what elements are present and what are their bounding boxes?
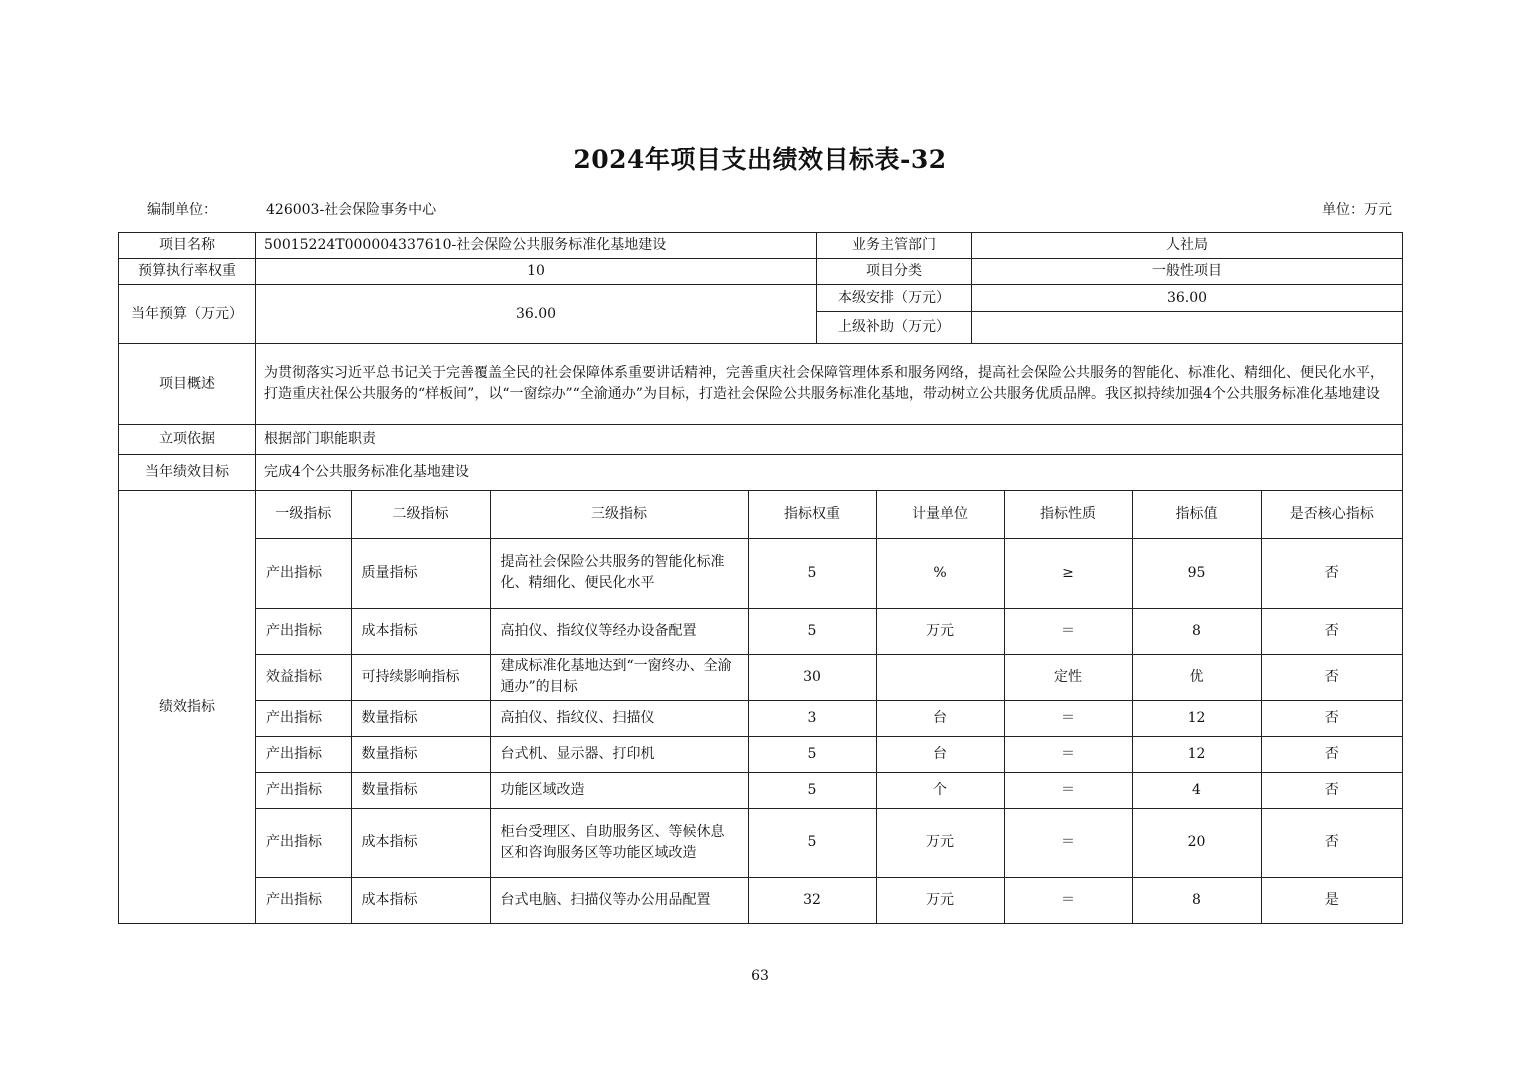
cell-value: 8 xyxy=(1132,608,1261,654)
compiling-unit-value: 426003-社会保险事务中心 xyxy=(266,202,437,218)
cell-level1: 产出指标 xyxy=(256,700,351,736)
indicator-row xyxy=(256,538,1402,608)
cell-core: 否 xyxy=(1261,736,1402,772)
cell-level3: 高拍仪、指纹仪等经办设备配置 xyxy=(490,608,748,654)
cell-level3: 提高社会保险公共服务的智能化标准化、精细化、便民化水平 xyxy=(490,538,748,608)
cell-core: 否 xyxy=(1261,538,1402,608)
cell-value: 4 xyxy=(1132,772,1261,808)
cell-unit: 台 xyxy=(876,700,1004,736)
page-title: 2024年项目支出绩效目标表-32 xyxy=(573,145,947,174)
cell-unit: 万元 xyxy=(876,877,1004,923)
dept-label: 业务主管部门 xyxy=(817,233,972,259)
header-unit: 计量单位 xyxy=(876,491,1004,538)
basis-value: 根据部门职能职责 xyxy=(256,425,1403,455)
cell-level3: 功能区域改造 xyxy=(490,772,748,808)
cell-level3: 柜台受理区、自助服务区、等候休息区和咨询服务区等功能区域改造 xyxy=(490,808,748,877)
cell-nature: ＝ xyxy=(1004,772,1132,808)
category-value: 一般性项目 xyxy=(972,259,1403,285)
header-level2: 二级指标 xyxy=(351,491,490,538)
indicator-header-row xyxy=(256,491,1402,538)
cell-weight: 5 xyxy=(748,736,876,772)
basis-label: 立项依据 xyxy=(119,425,256,455)
cell-weight: 5 xyxy=(748,772,876,808)
cell-core: 否 xyxy=(1261,772,1402,808)
overview-value: 为贯彻落实习近平总书记关于完善覆盖全民的社会保障体系重要讲话精神，完善重庆社会保障管理体系和服务网络，提高社会保险公共服务的智能化、标准化、精细化、便民化水平，打造重庆社保公共服务的“样板间”，以“一窗综办”“全渝通办”为目标，打造社会保险公共服务标准化基地，带动树立公共服务优质品牌。我区拟持续加强4个公共服务标准化基地建设 xyxy=(256,344,1403,425)
cell-unit xyxy=(876,654,1004,700)
cell-level1: 产出指标 xyxy=(256,808,351,877)
page-number: 63 xyxy=(751,968,769,984)
cell-level3: 高拍仪、指纹仪、扫描仪 xyxy=(490,700,748,736)
indicator-row xyxy=(256,772,1402,808)
overview-label: 项目概述 xyxy=(119,344,256,425)
cell-level1: 产出指标 xyxy=(256,877,351,923)
currency-unit: 单位：万元 xyxy=(1322,202,1392,218)
project-name-label: 项目名称 xyxy=(119,233,256,259)
budget-value: 36.00 xyxy=(256,285,817,344)
cell-nature: ＝ xyxy=(1004,700,1132,736)
cell-value: 8 xyxy=(1132,877,1261,923)
indicator-row xyxy=(256,608,1402,654)
cell-weight: 5 xyxy=(748,808,876,877)
compiling-unit-label: 编制单位： xyxy=(147,202,217,218)
local-value: 36.00 xyxy=(972,285,1403,312)
cell-level2: 成本指标 xyxy=(351,877,490,923)
exec-rate-value: 10 xyxy=(256,259,817,285)
indicator-row xyxy=(256,700,1402,736)
indicator-row xyxy=(256,877,1402,923)
cell-core: 否 xyxy=(1261,608,1402,654)
exec-rate-label: 预算执行率权重 xyxy=(119,259,256,285)
cell-level2: 数量指标 xyxy=(351,700,490,736)
cell-value: 优 xyxy=(1132,654,1261,700)
goal-value: 完成4个公共服务标准化基地建设 xyxy=(256,455,1403,491)
cell-value: 12 xyxy=(1132,700,1261,736)
indicators-table xyxy=(256,491,1402,923)
cell-level2: 数量指标 xyxy=(351,772,490,808)
cell-value: 20 xyxy=(1132,808,1261,877)
cell-level2: 可持续影响指标 xyxy=(351,654,490,700)
cell-nature: ＝ xyxy=(1004,877,1132,923)
cell-core: 是 xyxy=(1261,877,1402,923)
cell-level3: 台式机、显示器、打印机 xyxy=(490,736,748,772)
compiling-unit xyxy=(147,199,436,219)
cell-value: 95 xyxy=(1132,538,1261,608)
header-value: 指标值 xyxy=(1132,491,1261,538)
header-nature: 指标性质 xyxy=(1004,491,1132,538)
cell-weight: 3 xyxy=(748,700,876,736)
cell-nature: ＝ xyxy=(1004,736,1132,772)
cell-unit: 万元 xyxy=(876,608,1004,654)
cell-weight: 32 xyxy=(748,877,876,923)
indicator-row xyxy=(256,736,1402,772)
local-label: 本级安排（万元） xyxy=(817,285,972,312)
indicators-container xyxy=(256,491,1403,924)
project-name-value: 50015224T000004337610-社会保险公共服务标准化基地建设 xyxy=(256,233,817,259)
cell-nature: ＝ xyxy=(1004,608,1132,654)
budget-label: 当年预算（万元） xyxy=(119,285,256,344)
dept-value: 人社局 xyxy=(972,233,1403,259)
indicator-row xyxy=(256,808,1402,877)
cell-nature: 定性 xyxy=(1004,654,1132,700)
cell-core: 否 xyxy=(1261,654,1402,700)
cell-nature: ＝ xyxy=(1004,808,1132,877)
upper-value xyxy=(972,312,1403,344)
performance-table xyxy=(118,232,1403,924)
cell-unit: 台 xyxy=(876,736,1004,772)
cell-core: 否 xyxy=(1261,808,1402,877)
cell-level1: 产出指标 xyxy=(256,736,351,772)
cell-unit: 个 xyxy=(876,772,1004,808)
cell-level2: 数量指标 xyxy=(351,736,490,772)
cell-level1: 效益指标 xyxy=(256,654,351,700)
cell-level2: 成本指标 xyxy=(351,808,490,877)
header-weight: 指标权重 xyxy=(748,491,876,538)
cell-level3: 建成标准化基地达到“一窗终办、全渝通办”的目标 xyxy=(490,654,748,700)
indicator-row xyxy=(256,654,1402,700)
header-level1: 一级指标 xyxy=(256,491,351,538)
cell-weight: 5 xyxy=(748,538,876,608)
cell-unit: % xyxy=(876,538,1004,608)
upper-label: 上级补助（万元） xyxy=(817,312,972,344)
cell-level1: 产出指标 xyxy=(256,538,351,608)
cell-core: 否 xyxy=(1261,700,1402,736)
header-core: 是否核心指标 xyxy=(1261,491,1402,538)
cell-unit: 万元 xyxy=(876,808,1004,877)
category-label: 项目分类 xyxy=(817,259,972,285)
cell-weight: 5 xyxy=(748,608,876,654)
cell-nature: ≥ xyxy=(1004,538,1132,608)
indicators-label: 绩效指标 xyxy=(119,491,256,924)
cell-level3: 台式电脑、扫描仪等办公用品配置 xyxy=(490,877,748,923)
cell-level1: 产出指标 xyxy=(256,608,351,654)
goal-label: 当年绩效目标 xyxy=(119,455,256,491)
cell-level1: 产出指标 xyxy=(256,772,351,808)
cell-weight: 30 xyxy=(748,654,876,700)
cell-level2: 质量指标 xyxy=(351,538,490,608)
cell-level2: 成本指标 xyxy=(351,608,490,654)
cell-value: 12 xyxy=(1132,736,1261,772)
header-level3: 三级指标 xyxy=(490,491,748,538)
